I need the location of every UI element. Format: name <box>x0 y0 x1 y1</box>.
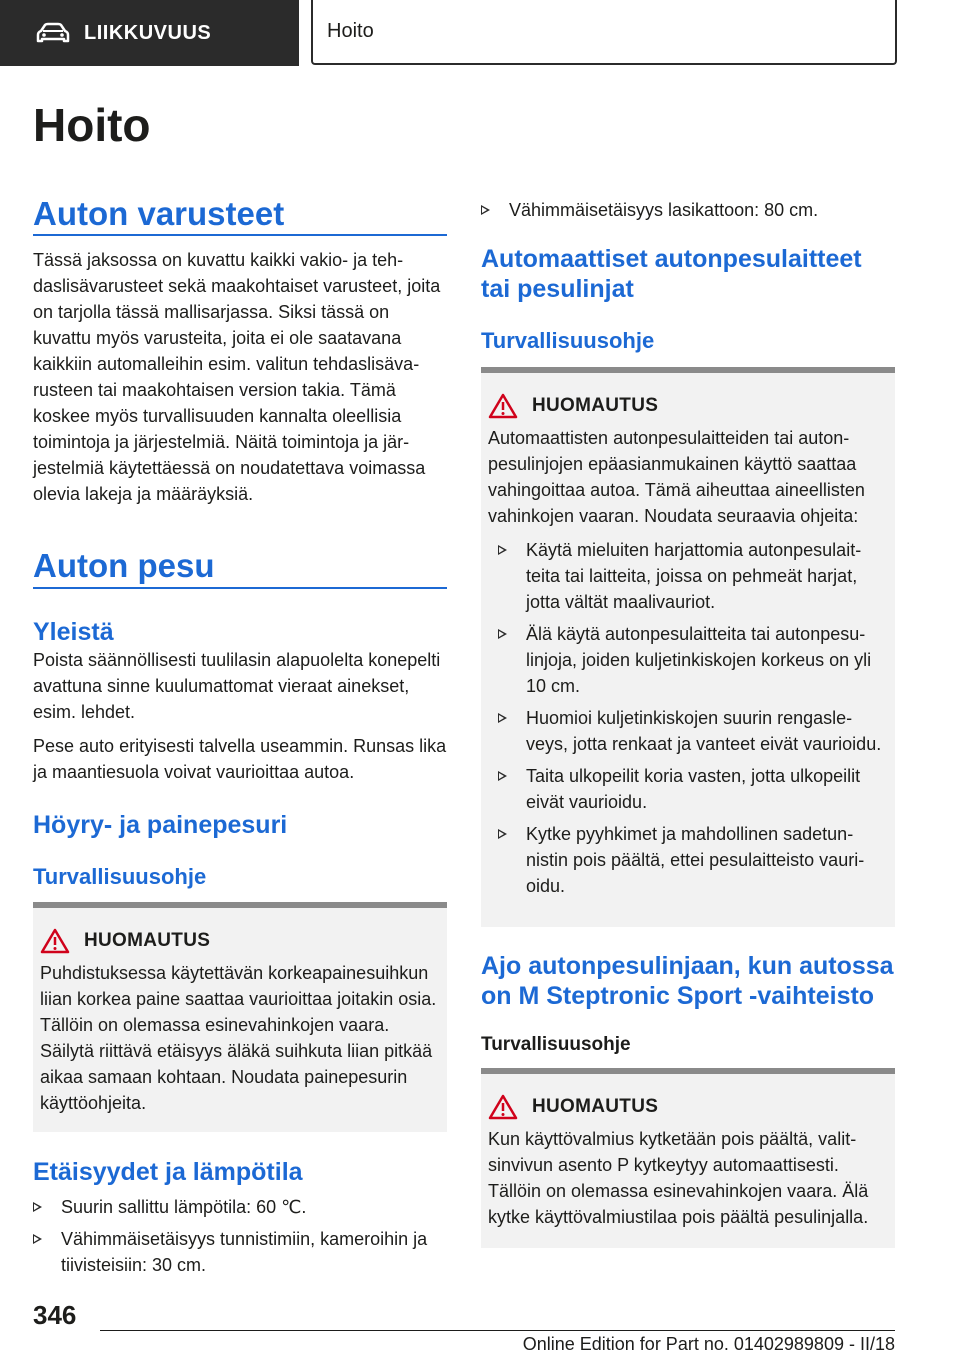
paragraph-varusteet: Tässä jaksossa on kuvattu kaikki vakio- ja tehdaslisävarusteet sekä maakohtaiset varusteet, joita on tarjolla tässä mallisarjassa. Siksi tässä on kuvattu myös varusteita, joita ei ole saatavana kaikkiin automalleihin esim. valitun tehdaslisävarusteen tai maakohtaisen version takia. Tämä koskee myös turvallisuuden kannalta oleellisia toimintoja ja järjestelmiä. Näitä toimintoja ja järjestelmiä käytettäessä on noudatettava voimassa olevia lakeja ja määräyksiä. <box>33 250 441 504</box>
list-item: Älä käytä autonpesulaitteita tai autonpesulinjoja, joiden kuljetinkiskojen korkeus on yli 10 cm. <box>498 621 888 699</box>
triangle-bullet-icon <box>498 771 507 781</box>
warning-triangle-icon <box>488 1094 518 1120</box>
notice-label: HUOMAUTUS <box>84 930 211 951</box>
list-item: Taita ulkopeilit koria vasten, jotta ulkopeilit eivät vaurioidu. <box>498 763 888 815</box>
heading-turvallisuusohje: Turvallisuusohje <box>481 328 655 353</box>
heading-yleista: Yleistä <box>33 618 114 646</box>
notice-text: Kun käyttövalmius kytketään pois päältä, valitsinvivun asento P kytkeytyy automaattisesti. Tällöin on olemassa esinevahinkojen vaara. Älä kytke käyttövalmiustilaa pois päältä pesulinjalla. <box>488 1129 869 1227</box>
notice-label: HUOMAUTUS <box>532 1096 659 1117</box>
list-item: Huomioi kuljetinkiskojen suurin rengasleveys, jotta renkaat ja vanteet eivät vaurioidu. <box>498 705 888 757</box>
footer-edition: Online Edition for Part no. 01402989809 - II/18 <box>522 1334 895 1354</box>
notice-text: Puhdistuksessa käytettävän korkeapainesuihkun liian korkea paine saattaa vaurioittaa joitakin osia. Tällöin on olemassa esinevahinkojen vaara. Säilytä riittävä etäisyys äläkä suihkuta liian pitkää aikaa samaan kohtaan. Noudata painepesurin käyttöohjeita. <box>40 963 437 1113</box>
section-tab[interactable] <box>0 0 299 66</box>
heading-rule <box>33 234 447 236</box>
bullet-list <box>33 1194 447 1284</box>
list-item: Käytä mieluiten harjattomia autonpesulaitteita tai laitteita, joissa on pehmeät harjat, jotta vältät maalivauriot. <box>498 537 888 615</box>
triangle-bullet-icon <box>498 629 507 639</box>
triangle-bullet-icon <box>33 1234 42 1244</box>
triangle-bullet-icon <box>33 1202 42 1212</box>
list-item: Vähimmäisetäisyys tunnistimiin, kameroihin ja tiivisteisiin: 30 cm. <box>33 1226 447 1278</box>
notice-box <box>33 902 447 1132</box>
triangle-bullet-icon <box>498 713 507 723</box>
chapter-tab-label: Hoito <box>327 20 374 42</box>
page-number: 346 <box>33 1300 77 1330</box>
heading-automaattiset: Automaattiset autonpesulaitteet tai pesulinjat <box>481 245 862 303</box>
chapter-tab[interactable] <box>311 0 897 65</box>
triangle-bullet-icon <box>498 829 507 839</box>
warning-triangle-icon <box>40 928 70 954</box>
heading-turvallisuusohje: Turvallisuusohje <box>481 1034 631 1055</box>
bullet-list <box>481 197 895 229</box>
heading-auton-varusteet: Auton varusteet <box>33 195 285 232</box>
notice-bullet-list <box>488 537 888 899</box>
paragraph-yleista-2: Pese auto erityisesti talvella useammin. Runsas lika ja maantiesuola voivat vaurioittaa autoa. <box>33 736 447 782</box>
notice-header <box>40 928 440 954</box>
page-title: Hoito <box>33 99 151 151</box>
notice-label: HUOMAUTUS <box>532 395 659 416</box>
notice-box <box>481 367 895 927</box>
triangle-bullet-icon <box>498 545 507 555</box>
list-item: Kytke pyyhkimet ja mahdollinen sadetunnistin pois päältä, ettei pesulaitteisto vaurioidu. <box>498 821 888 899</box>
list-item: Suurin sallittu lämpötila: 60 ℃. <box>33 1194 447 1220</box>
heading-ajo-autonpesulinjaan: Ajo autonpesulinjaan, kun autossa on M Steptronic Sport -vaihteisto <box>481 952 894 1010</box>
section-tab-label: LIIKKUVUUS <box>84 21 212 44</box>
notice-box <box>481 1068 895 1248</box>
car-icon <box>36 22 70 44</box>
notice-header <box>488 1094 888 1120</box>
heading-auton-pesu: Auton pesu <box>33 547 215 584</box>
list-item: Vähimmäisetäisyys lasikattoon: 80 cm. <box>481 197 895 223</box>
footer-rule <box>100 1330 895 1331</box>
heading-rule <box>33 587 447 589</box>
heading-hoyry: Höyry- ja painepesuri <box>33 811 288 839</box>
page-header <box>0 0 960 66</box>
warning-triangle-icon <box>488 393 518 419</box>
notice-text: Automaattisten autonpesulaitteiden tai autonpesulinjojen epäasianmukainen käyttö saattaa vahingoittaa autoa. Tämä aiheuttaa aineellisten vahinkojen vaaran. Noudata seuraavia ohjeita: <box>488 428 865 526</box>
heading-etaisyydet: Etäisyydet ja lämpötila <box>33 1158 303 1186</box>
notice-header <box>488 393 888 419</box>
paragraph-yleista-1: Poista säännöllisesti tuulilasin alapuolelta konepelti avattuna sinne kuulumattomat vieraat ainekset, esim. lehdet. <box>33 650 441 722</box>
heading-turvallisuusohje: Turvallisuusohje <box>33 864 207 889</box>
triangle-bullet-icon <box>481 205 490 215</box>
